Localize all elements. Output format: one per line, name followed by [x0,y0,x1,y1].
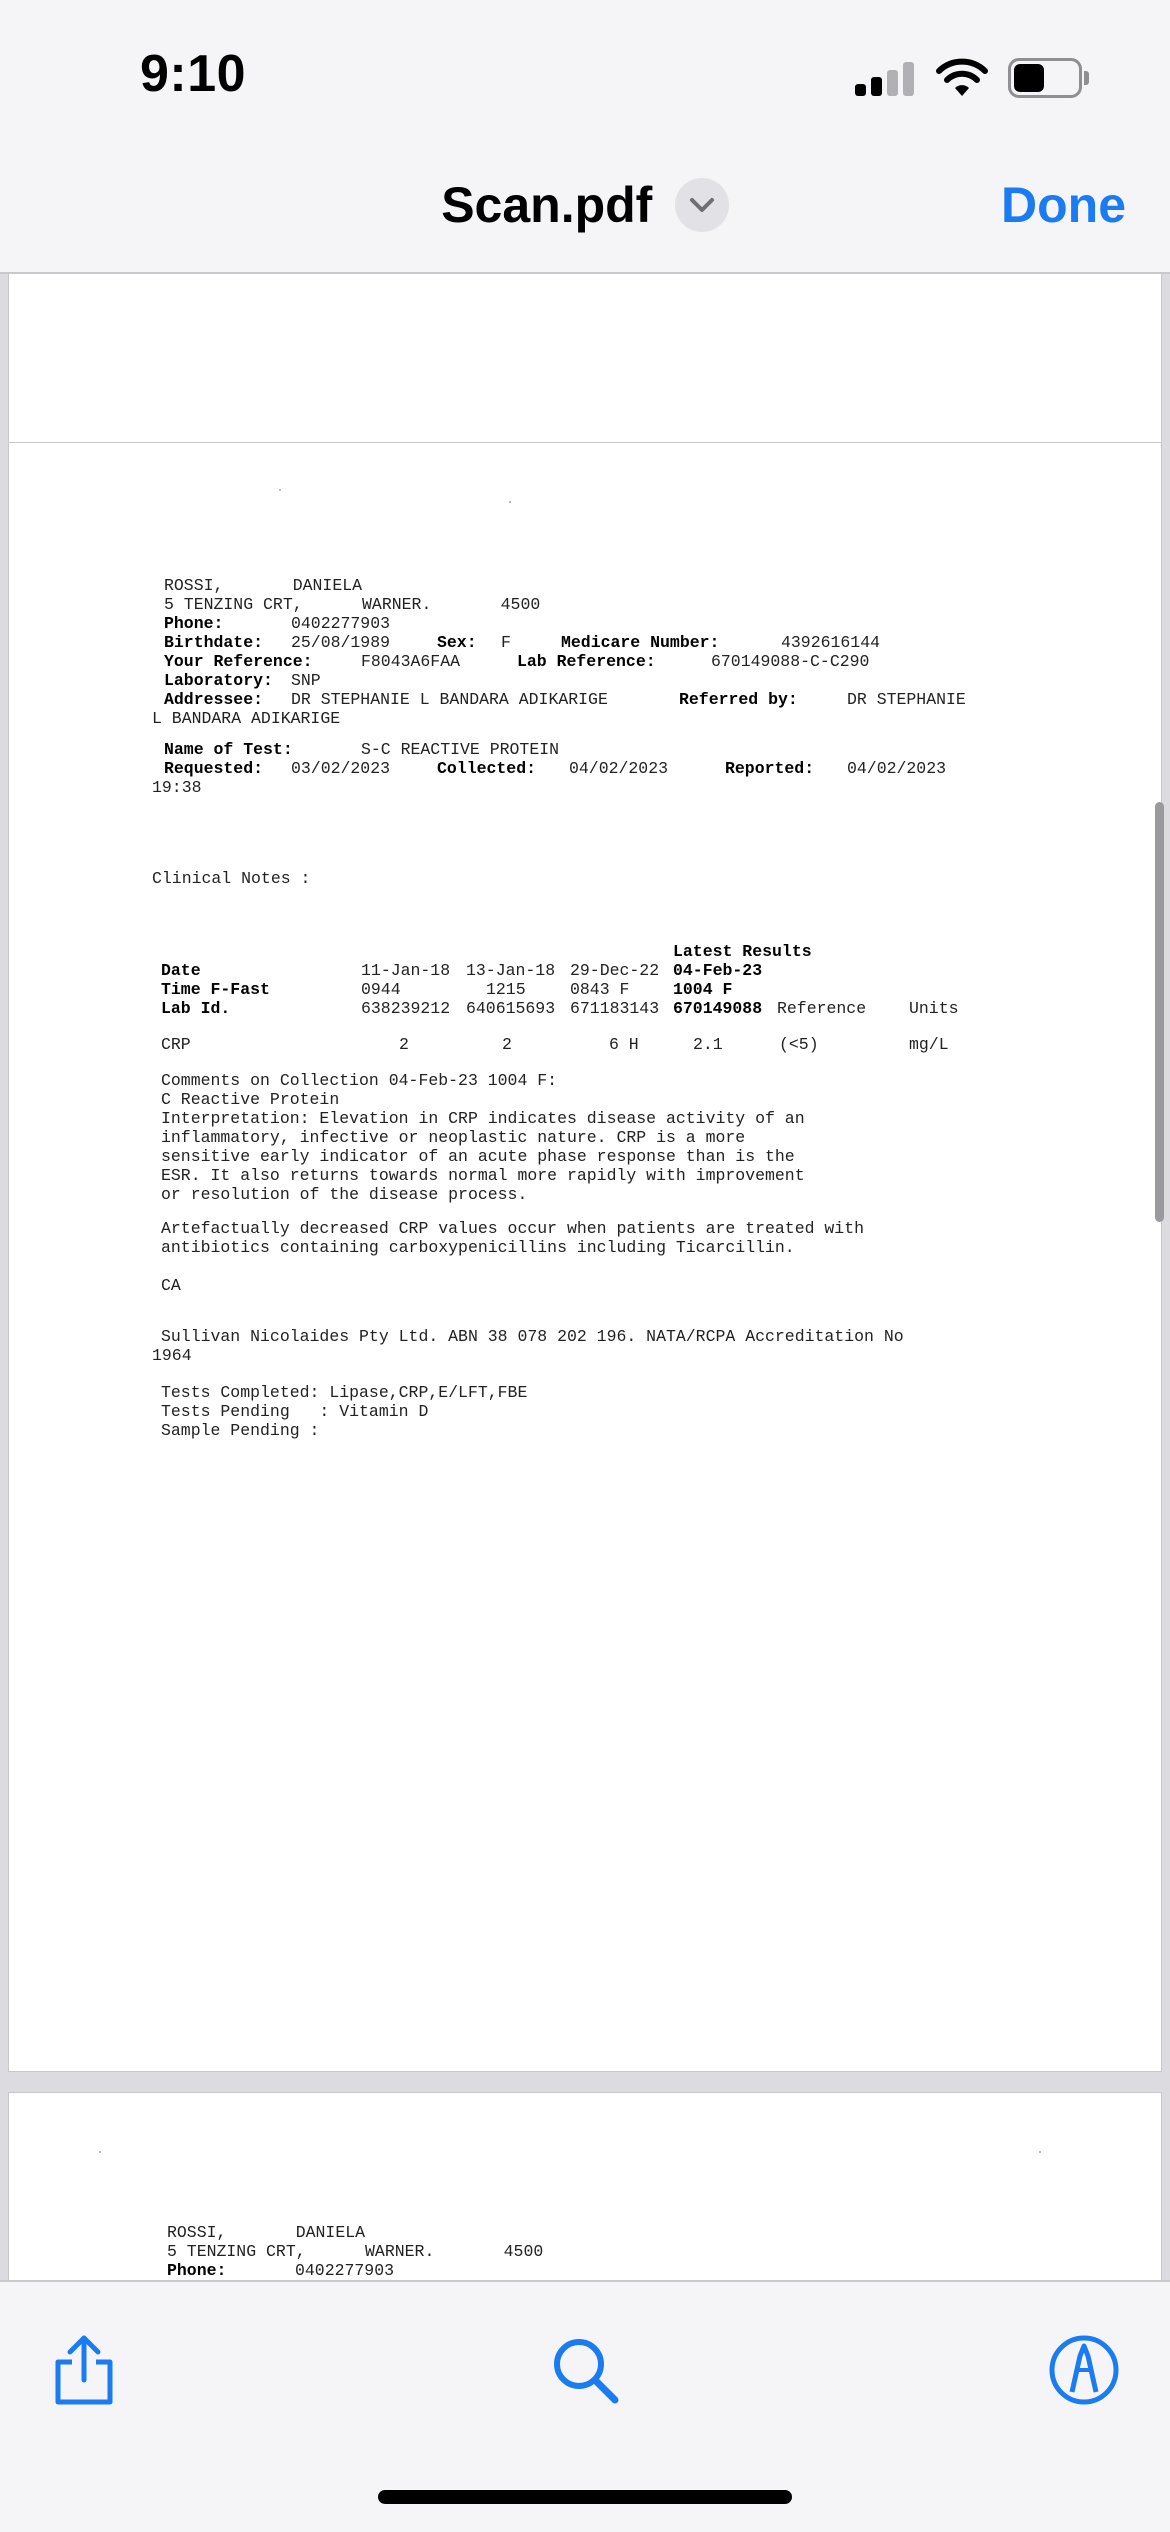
reported-time: 19:38 [152,778,202,797]
sex-label-text: Sex: [437,633,477,652]
pdf-page-next [8,2092,1162,2280]
title-menu-button[interactable] [675,178,729,232]
medicare-value: 4392616144 [781,633,881,652]
markup-pen-icon[interactable] [1044,2330,1124,2410]
lab-id-label-text: Lab Id. [161,999,231,1018]
result-lab-id: 638239212 [361,999,451,1018]
next-phone-label-text: Phone: [167,2261,227,2280]
initials: CA [161,1276,181,1295]
document-title[interactable]: Scan.pdf [441,177,653,233]
scan-speck [279,489,281,491]
scan-speck [99,2151,101,2153]
date-label [161,961,201,980]
your-reference-label-text: Your Reference: [164,652,313,671]
test-name-label [164,740,293,759]
lab-footer-continued: 1964 [152,1346,192,1365]
result-date-latest-text: 04-Feb-23 [673,961,763,980]
result-time-latest [673,980,732,999]
lab-reference-label [517,652,656,671]
medicare-label-text: Medicare Number: [561,633,720,652]
reference-label: Reference [777,999,867,1018]
done-button[interactable]: Done [1001,177,1126,233]
result-time: 0843 F [570,980,630,999]
scroll-indicator[interactable] [1155,802,1164,1222]
collected-label-text: Collected: [437,759,537,778]
lab-reference-value: 670149088-C-C290 [711,652,870,671]
chevron-down-icon [688,193,716,217]
phone-row [164,614,223,633]
scan-speck [509,501,511,503]
cellular-signal-icon [855,62,917,96]
battery-icon [1008,58,1088,98]
reported-value: 04/02/2023 [847,759,947,778]
result-date: 13-Jan-18 [466,961,556,980]
crp-value-latest: 2.1 [693,1035,723,1054]
navigation-bar [0,140,1170,274]
status-bar [0,0,1170,140]
birthdate-label-text: Birthdate: [164,633,264,652]
result-date: 11-Jan-18 [361,961,451,980]
birthdate-label [164,633,263,652]
crp-reference: (<5) [779,1035,819,1054]
tests-pending: Tests Pending : Vitamin D [161,1402,429,1421]
referred-by-label [679,690,798,709]
crp-units: mg/L [909,1035,949,1054]
test-name-value: S-C REACTIVE PROTEIN [361,740,560,759]
result-date-latest [673,961,762,980]
collected-label [437,759,536,778]
units-label: Units [909,999,959,1018]
latest-results-label [673,942,812,961]
next-phone-value: 0402277903 [295,2261,395,2280]
wifi-icon [935,56,989,98]
comment-line: inflammatory, infective or neoplastic nature. CRP is a more [161,1128,746,1147]
lab-reference-label-text: Lab Reference: [517,652,656,671]
referred-by-value: DR STEPHANIE [847,690,966,709]
share-icon[interactable] [44,2330,124,2410]
laboratory-label-text: Laboratory: [164,671,273,690]
result-lab-id: 671183143 [570,999,660,1018]
addressee-continued: L BANDARA ADIKARIGE [152,709,341,728]
lab-id-label [161,999,230,1018]
clinical-notes-label: Clinical Notes : [152,869,311,888]
collected-value: 04/02/2023 [569,759,669,778]
sex-label [437,633,477,652]
sex-value: F [501,633,511,652]
requested-label [164,759,263,778]
result-time: 1215 [486,980,526,999]
crp-value: 2 [399,1035,409,1054]
result-lab-id-latest [673,999,762,1018]
lab-footer: Sullivan Nicolaides Pty Ltd. ABN 38 078 202 196. NATA/RCPA Accreditation No [161,1327,904,1346]
comment-line: or resolution of the disease process. [161,1185,528,1204]
comment-line: Comments on Collection 04-Feb-23 1004 F: [161,1071,558,1090]
test-name-label-text: Name of Test: [164,740,293,759]
latest-results-label-text: Latest Results [673,942,812,961]
patient-line: ROSSI, DANIELA [164,576,363,595]
result-time-latest-text: 1004 F [673,980,733,999]
medicare-label [561,633,719,652]
reported-label-text: Reported: [725,759,815,778]
time-label-text: Time F-Fast [161,980,270,999]
phone-value: 0402277903 [291,614,391,633]
result-lab-id-latest-text: 670149088 [673,999,763,1018]
laboratory-label [164,671,273,690]
birthdate-value: 25/08/1989 [291,633,391,652]
date-label-text: Date [161,961,201,980]
your-reference-value: F8043A6FAA [361,652,461,671]
comment-line: sensitive early indicator of an acute phase response than is the [161,1147,795,1166]
requested-value: 03/02/2023 [291,759,391,778]
next-patient-line: ROSSI, DANIELA [167,2223,366,2242]
referred-by-label-text: Referred by: [679,690,798,709]
artefact-note-line: antibiotics containing carboxypenicillins including Ticarcillin. [161,1238,795,1257]
requested-label-text: Requested: [164,759,264,778]
comment-line: Interpretation: Elevation in CRP indicates disease activity of an [161,1109,805,1128]
scan-speck [1039,2151,1041,2153]
artefact-note-line: Artefactually decreased CRP values occur when patients are treated with [161,1219,865,1238]
next-address-line: 5 TENZING CRT, WARNER. 4500 [167,2242,544,2261]
next-phone-label [167,2261,226,2280]
crp-value: 6 H [609,1035,639,1054]
search-icon[interactable] [545,2330,625,2410]
result-lab-id: 640615693 [466,999,556,1018]
time-label [161,980,270,999]
sample-pending: Sample Pending : [161,1421,320,1440]
reported-label [725,759,814,778]
addressee-label [164,690,263,709]
document-viewer[interactable] [0,274,1170,2280]
comment-line: ESR. It also returns towards normal more rapidly with improvement [161,1166,805,1185]
home-indicator[interactable] [378,2490,792,2504]
your-reference-label [164,652,313,671]
address-line: 5 TENZING CRT, WARNER. 4500 [164,595,541,614]
result-time: 0944 [361,980,401,999]
addressee-value: DR STEPHANIE L BANDARA ADIKARIGE [291,690,608,709]
laboratory-value: SNP [291,671,321,690]
tests-completed: Tests Completed: Lipase,CRP,E/LFT,FBE [161,1383,528,1402]
phone-label: Phone: [164,614,224,633]
pdf-page-current [8,442,1162,2072]
comment-line: C Reactive Protein [161,1090,340,1109]
crp-test-label: CRP [161,1035,191,1054]
status-time: 9:10 [140,45,247,103]
result-date: 29-Dec-22 [570,961,660,980]
crp-value: 2 [502,1035,512,1054]
addressee-label-text: Addressee: [164,690,264,709]
